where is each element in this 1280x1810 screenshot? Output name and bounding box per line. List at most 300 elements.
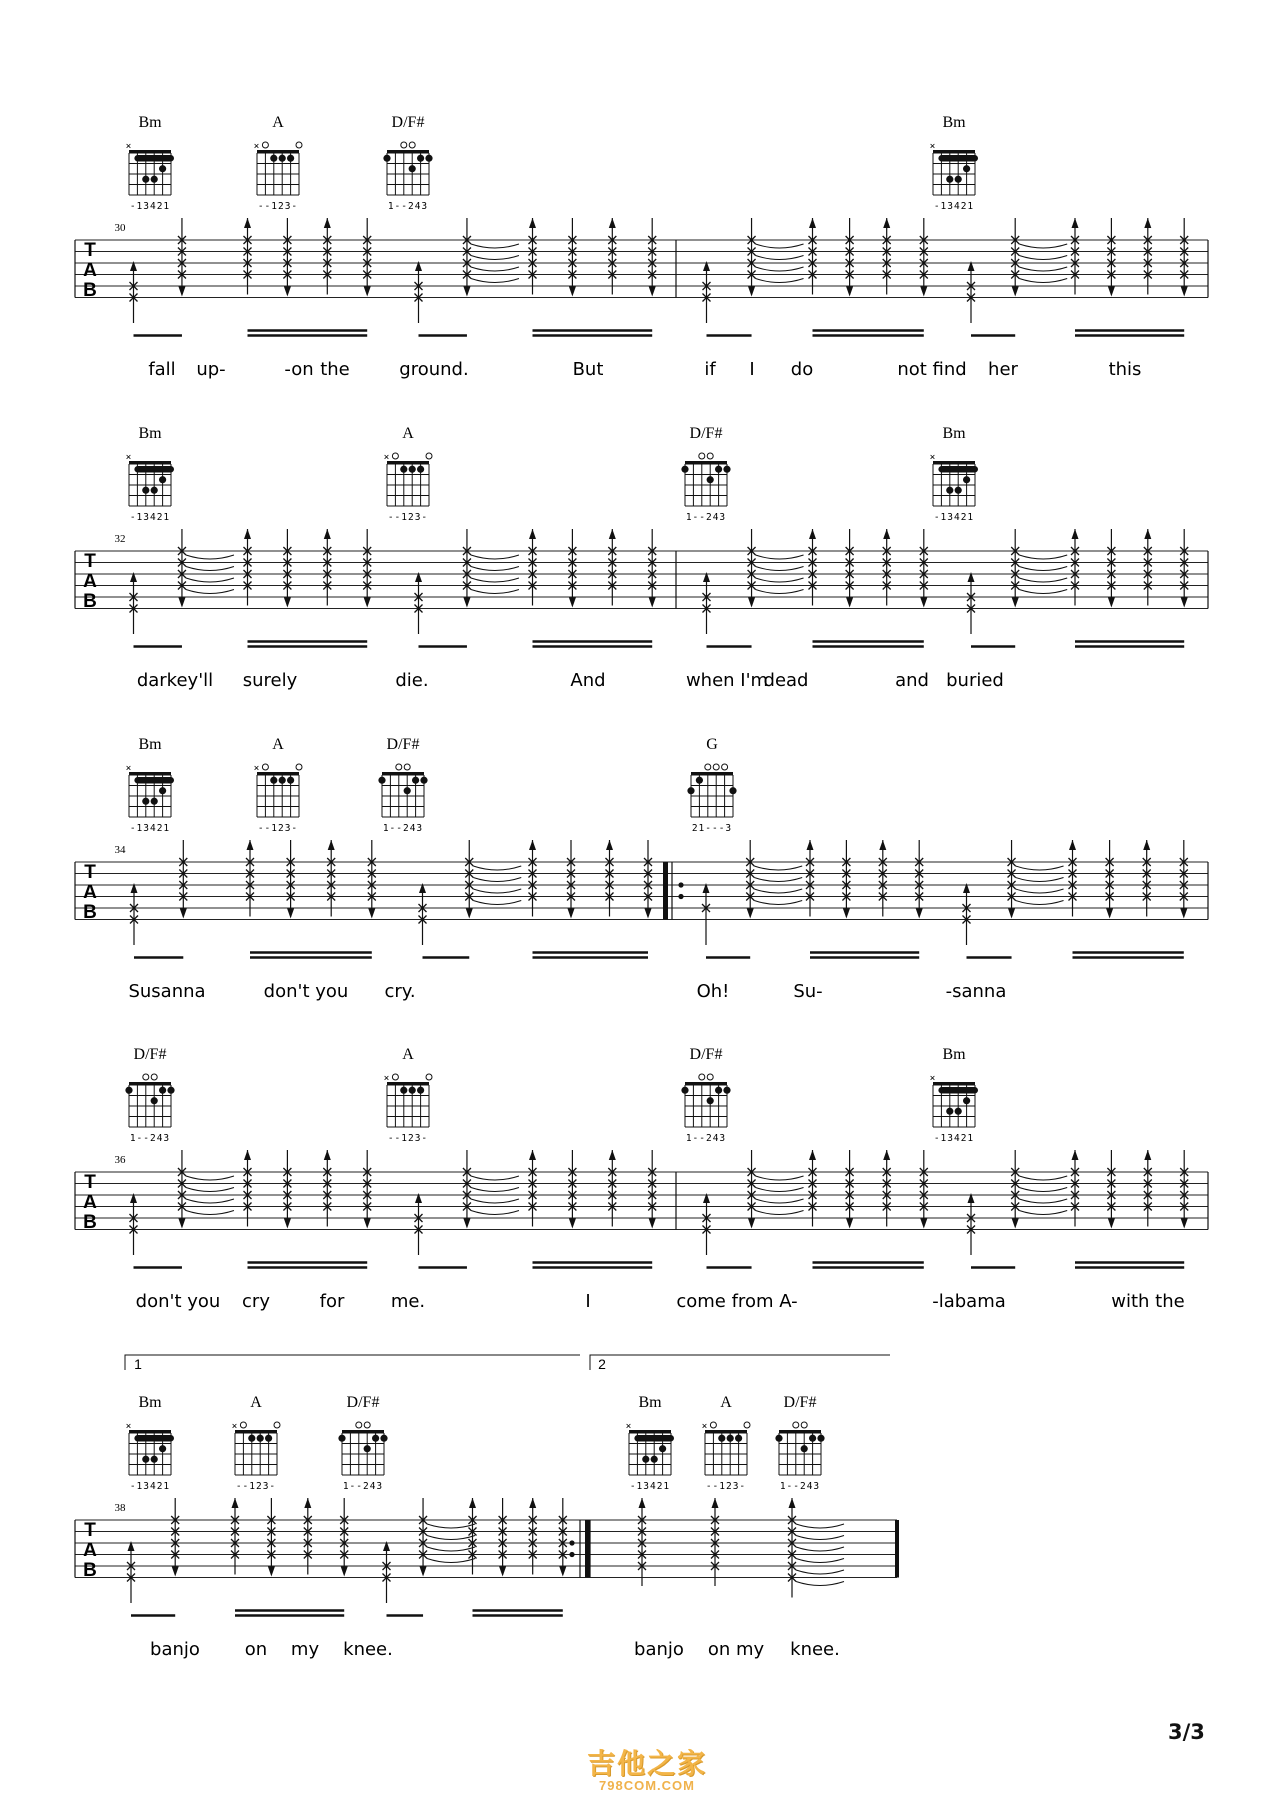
chord-fingering: -13421 (129, 823, 171, 834)
strum (648, 218, 656, 297)
up-arrow (529, 218, 536, 228)
chord-name: D/F# (391, 114, 425, 131)
down-arrow (178, 598, 185, 608)
tie (756, 1211, 804, 1215)
strum (883, 218, 891, 295)
tie (471, 1188, 519, 1192)
chord-dot (404, 787, 411, 794)
tie (186, 1176, 234, 1180)
chord-name: D/F# (689, 1046, 723, 1063)
lyric-word: not find (897, 359, 967, 380)
chord-barre (938, 155, 978, 161)
lyric-word: -labama (932, 1291, 1006, 1312)
strum (1144, 529, 1152, 606)
page-number: 3/3 (1168, 1720, 1205, 1744)
lyric-word: Oh! (696, 981, 730, 1002)
chord-diagram (930, 1046, 978, 1144)
chord-dot (642, 1456, 649, 1463)
tie (1019, 1176, 1067, 1180)
chord-diagram (687, 736, 736, 834)
up-arrow (1069, 840, 1076, 850)
chord-diagram (126, 736, 174, 834)
measure-number: 38 (114, 1502, 126, 1514)
chord-dot (955, 487, 962, 494)
open-string-marker (296, 764, 302, 770)
repeat-dot (569, 1540, 574, 1545)
tie (796, 1559, 844, 1563)
down-arrow (287, 909, 294, 919)
chord-dot (809, 1435, 816, 1442)
volta-number: 2 (598, 1356, 606, 1372)
tab-clef-a: A (83, 882, 97, 903)
strum (363, 1150, 371, 1229)
up-arrow (879, 840, 886, 850)
tab-clef-a: A (83, 1540, 97, 1561)
down-arrow (568, 909, 575, 919)
strum (746, 840, 802, 919)
chord-fingering: --123- (235, 1481, 277, 1492)
strum (304, 1498, 312, 1575)
chord-name: Bm (942, 1046, 966, 1063)
chord-dot (383, 155, 390, 162)
strum (171, 1498, 179, 1577)
up-arrow (1072, 218, 1079, 228)
up-arrow (1144, 529, 1151, 539)
tab-system (75, 1046, 1208, 1312)
strum (244, 529, 252, 606)
lyric-word: on my (707, 1639, 765, 1660)
tie (471, 1211, 519, 1215)
open-string-marker (722, 764, 728, 770)
tie (756, 555, 804, 559)
strum (1144, 1150, 1152, 1227)
down-arrow (920, 598, 927, 608)
chord-name: G (706, 736, 718, 753)
muted-string-marker: × (253, 763, 261, 774)
strum (644, 840, 652, 919)
down-arrow (1180, 909, 1187, 919)
strum (529, 529, 537, 606)
chord-dot (400, 466, 407, 473)
strum (1180, 840, 1188, 919)
down-arrow (466, 909, 473, 919)
lyric-word: banjo (150, 1639, 200, 1660)
strum (178, 1150, 234, 1229)
chord-dot (735, 1435, 742, 1442)
chord-dot (159, 476, 166, 483)
chord-dot (159, 787, 166, 794)
repeat-bar (663, 862, 668, 920)
strum (559, 1498, 567, 1577)
chord-dot (380, 1435, 387, 1442)
chord-fingering: --123- (705, 1481, 747, 1492)
chord-diagram (126, 1394, 174, 1492)
up-arrow (712, 1498, 719, 1508)
up-arrow (324, 218, 331, 228)
tie (1019, 267, 1067, 271)
chord-fingering: 1--243 (382, 823, 424, 834)
up-arrow (883, 1150, 890, 1160)
chord-dot (417, 1087, 424, 1094)
tie (471, 279, 519, 283)
tie (754, 878, 802, 882)
chord-name: Bm (138, 1394, 162, 1411)
chord-barre (134, 466, 174, 472)
open-string-marker (396, 764, 402, 770)
strum (469, 1498, 477, 1575)
lyric-word: I (585, 1291, 591, 1312)
down-arrow (284, 598, 291, 608)
down-arrow (284, 1219, 291, 1229)
up-arrow (247, 840, 254, 850)
muted-string-marker: × (929, 1073, 937, 1084)
muted-string-marker: × (125, 452, 133, 463)
tie (1016, 866, 1064, 870)
down-arrow (569, 1219, 576, 1229)
strum (1144, 218, 1152, 295)
chord-dot (338, 1435, 345, 1442)
site-logo (572, 1742, 722, 1793)
strum (606, 840, 614, 917)
chord-diagram (930, 114, 978, 212)
chord-dot (279, 777, 286, 784)
chord-dot (696, 777, 703, 784)
volta-bracket (590, 1355, 890, 1370)
lyric-word: me. (390, 1291, 426, 1312)
tie (796, 1524, 844, 1528)
lyric-word: when I'm (685, 670, 769, 691)
down-arrow (920, 287, 927, 297)
chord-diagram (232, 1394, 280, 1492)
strum (608, 218, 616, 295)
down-arrow (846, 287, 853, 297)
lyric-word: die. (395, 670, 429, 691)
chord-dot (270, 777, 277, 784)
chord-dot (817, 1435, 824, 1442)
chord-name: A (272, 736, 284, 753)
strum (846, 218, 854, 297)
strum (368, 840, 376, 919)
tie (754, 866, 802, 870)
down-arrow (463, 1219, 470, 1229)
open-string-marker (401, 142, 407, 148)
chord-dot (681, 466, 688, 473)
tie (756, 244, 804, 248)
chord-fingering: 21---3 (691, 823, 733, 834)
open-string-marker (793, 1422, 799, 1428)
lyric-word: knee. (790, 1639, 840, 1660)
chord-dot (151, 798, 158, 805)
volta-bracket (125, 1355, 580, 1370)
lyric-word: cry. (384, 981, 416, 1002)
repeat-dot (678, 882, 683, 887)
strum (499, 1498, 507, 1577)
up-arrow (244, 1150, 251, 1160)
lyric-word: don't you (263, 981, 349, 1002)
strum (1143, 840, 1151, 917)
chord-name: Bm (138, 114, 162, 131)
chord-fingering: 1--243 (685, 512, 727, 523)
up-arrow (324, 1150, 331, 1160)
chord-name: D/F# (689, 425, 723, 442)
tie (756, 267, 804, 271)
chord-diagram (338, 1394, 387, 1492)
tie (1019, 578, 1067, 582)
strum (1071, 529, 1079, 606)
chord-name: D/F# (783, 1394, 817, 1411)
strum (920, 1150, 928, 1229)
up-arrow (529, 1150, 536, 1160)
down-arrow (364, 1219, 371, 1229)
lyric-word: buried (946, 670, 1004, 691)
strum (1107, 529, 1115, 608)
strum (608, 529, 616, 606)
chord-dot (125, 1087, 132, 1094)
chord-diagram (126, 425, 174, 523)
strum (883, 529, 891, 606)
tie (473, 866, 521, 870)
chord-dot (715, 1087, 722, 1094)
chord-name: Bm (138, 736, 162, 753)
down-arrow (178, 287, 185, 297)
down-arrow (1012, 598, 1019, 608)
lyric-word: knee. (343, 1639, 393, 1660)
open-string-marker (296, 142, 302, 148)
tie (756, 590, 804, 594)
lyric-word: darkey'll (136, 670, 214, 691)
lyric-word: with the (1111, 1291, 1185, 1312)
chord-dot (142, 1456, 149, 1463)
up-arrow (1072, 1150, 1079, 1160)
lyric-word: the (320, 359, 350, 380)
chord-name: Bm (138, 425, 162, 442)
down-arrow (1181, 287, 1188, 297)
chord-fingering: -13421 (129, 512, 171, 523)
chord-diagram (775, 1394, 824, 1492)
down-arrow (1181, 598, 1188, 608)
chord-dot (946, 176, 953, 183)
tab-system (75, 114, 1208, 380)
chord-dot (425, 155, 432, 162)
measure-number: 32 (114, 533, 126, 545)
down-arrow (420, 1567, 427, 1577)
tab-clef-t: T (84, 1172, 96, 1193)
open-string-marker (426, 453, 432, 459)
strum (648, 529, 656, 608)
lyric-word: come from A- (676, 1291, 798, 1312)
strum (1011, 1150, 1067, 1229)
tie (796, 1536, 844, 1540)
strum (463, 1150, 519, 1229)
down-arrow (846, 598, 853, 608)
down-arrow (1106, 909, 1113, 919)
open-string-marker (710, 1422, 716, 1428)
chord-name: Bm (638, 1394, 662, 1411)
tab-clef-b: B (83, 591, 97, 612)
down-arrow (748, 1219, 755, 1229)
lyric-word: banjo (634, 1639, 684, 1660)
muted-string-marker: × (929, 452, 937, 463)
up-arrow (809, 529, 816, 539)
up-arrow (244, 529, 251, 539)
lyric-word: fall (148, 359, 176, 380)
strum (1071, 218, 1079, 295)
chord-diagram (681, 425, 730, 523)
down-arrow (1108, 1219, 1115, 1229)
tie (1019, 256, 1067, 260)
open-string-marker (705, 764, 711, 770)
down-arrow (1108, 287, 1115, 297)
chord-dot (715, 466, 722, 473)
up-arrow (529, 840, 536, 850)
chord-dot (417, 466, 424, 473)
strum (1180, 1150, 1188, 1229)
chord-barre (134, 155, 174, 161)
down-arrow (1012, 1219, 1019, 1229)
muted-string-marker: × (383, 452, 391, 463)
chord-name: D/F# (133, 1046, 167, 1063)
tie (756, 1199, 804, 1203)
lyric-word: -on (284, 359, 314, 380)
tie (471, 1199, 519, 1203)
chord-dot (417, 155, 424, 162)
tie (1019, 567, 1067, 571)
chord-fingering: -13421 (129, 201, 171, 212)
muted-string-marker: × (383, 1073, 391, 1084)
strum (846, 1150, 854, 1229)
tie (1019, 1199, 1067, 1203)
up-arrow (304, 1498, 311, 1508)
strum (568, 218, 576, 297)
strum (846, 529, 854, 608)
tie (471, 567, 519, 571)
lyric-word: Su- (793, 981, 823, 1002)
tie (756, 1188, 804, 1192)
tie (1019, 279, 1067, 283)
down-arrow (364, 598, 371, 608)
chord-barre (938, 1087, 978, 1093)
tab-clef-t: T (84, 551, 96, 572)
open-string-marker (274, 1422, 280, 1428)
chord-dot (372, 1435, 379, 1442)
strum (287, 840, 295, 919)
tie (186, 1211, 234, 1215)
strum (323, 1150, 331, 1227)
strum (748, 529, 804, 608)
chord-diagram (702, 1394, 750, 1492)
up-arrow (609, 529, 616, 539)
chord-dot (287, 155, 294, 162)
strum (915, 840, 923, 919)
strum (809, 1150, 817, 1227)
lyric-word: do (790, 359, 814, 380)
chord-fingering: -13421 (933, 512, 975, 523)
down-arrow (649, 598, 656, 608)
chord-fingering: --123- (387, 1133, 429, 1144)
repeat-dot (569, 1552, 574, 1557)
strum (283, 1150, 291, 1229)
up-arrow (1144, 1150, 1151, 1160)
strum (1071, 1150, 1079, 1227)
lyric-word: surely (242, 670, 298, 691)
strum (178, 218, 186, 297)
repeat-bar (585, 1520, 590, 1578)
chord-dot (151, 487, 158, 494)
chord-dot (801, 1445, 808, 1452)
up-arrow (639, 1498, 646, 1508)
lyric-word: and (895, 670, 929, 691)
down-arrow (463, 598, 470, 608)
down-arrow (843, 909, 850, 919)
open-string-marker (707, 453, 713, 459)
chord-dot (707, 476, 714, 483)
tie (756, 578, 804, 582)
up-arrow (529, 529, 536, 539)
repeat-dot (678, 894, 683, 899)
tab-system (75, 736, 1208, 1002)
down-arrow (920, 1219, 927, 1229)
chord-fingering: --123- (257, 201, 299, 212)
open-string-marker (409, 142, 415, 148)
down-arrow (368, 909, 375, 919)
strum (363, 218, 371, 297)
strum (920, 218, 928, 297)
chord-dot (946, 1108, 953, 1115)
strum (748, 1150, 804, 1229)
chord-fingering: -13421 (129, 1481, 171, 1492)
chord-fingering: 1--243 (129, 1133, 171, 1144)
tab-clef-t: T (84, 240, 96, 261)
open-string-marker (404, 764, 410, 770)
chord-dot (775, 1435, 782, 1442)
lyric-word: her (988, 359, 1018, 380)
chord-diagram (681, 1046, 730, 1144)
chord-name: Bm (942, 425, 966, 442)
tie (471, 590, 519, 594)
chord-fingering: 1--243 (342, 1481, 384, 1492)
down-arrow (1012, 287, 1019, 297)
tie (754, 889, 802, 893)
strum (1011, 218, 1067, 297)
chord-dot (151, 1097, 158, 1104)
tie (473, 901, 521, 905)
logo-text: 吉他之家 (586, 1747, 707, 1780)
chord-dot (651, 1456, 658, 1463)
down-arrow (559, 1567, 566, 1577)
strum (529, 218, 537, 295)
strum (231, 1498, 239, 1575)
open-string-marker (699, 1074, 705, 1080)
chord-dot (159, 1445, 166, 1452)
chord-dot (707, 1097, 714, 1104)
up-arrow (1072, 529, 1079, 539)
strum (1011, 529, 1067, 608)
down-arrow (172, 1567, 179, 1577)
open-string-marker (240, 1422, 246, 1428)
chord-fingering: --123- (257, 823, 299, 834)
strum (1180, 218, 1188, 297)
chord-diagram (626, 1394, 674, 1492)
tab-clef-b: B (83, 902, 97, 923)
strum (323, 529, 331, 606)
open-string-marker (392, 453, 398, 459)
open-string-marker (801, 1422, 807, 1428)
chord-dot (955, 1108, 962, 1115)
tab-clef-t: T (84, 1520, 96, 1541)
strum (283, 529, 291, 608)
strum (178, 529, 234, 608)
down-arrow (748, 598, 755, 608)
